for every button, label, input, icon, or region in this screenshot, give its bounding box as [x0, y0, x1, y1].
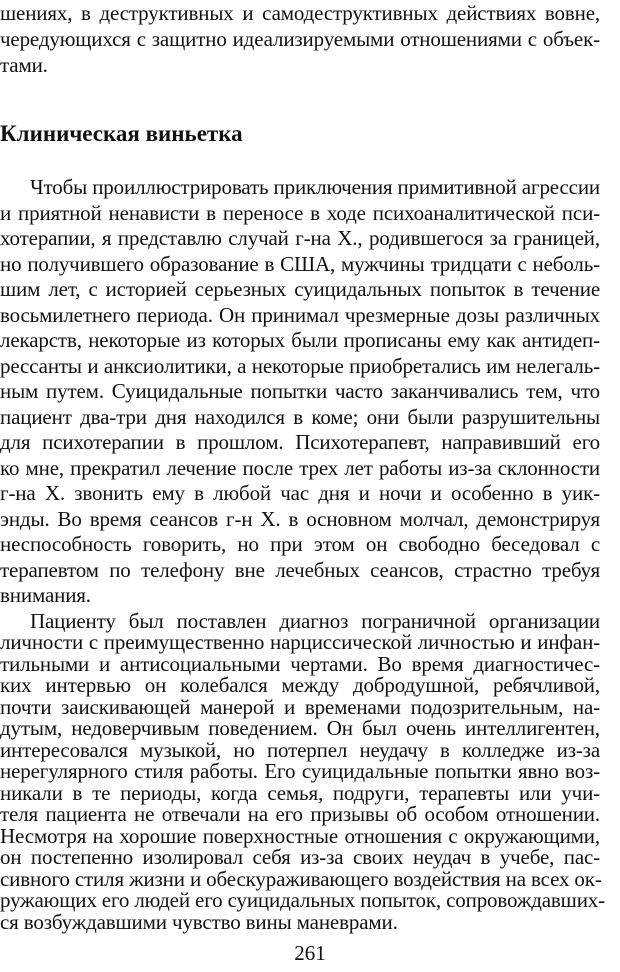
page-number: 261: [294, 941, 326, 965]
text-line: лекарств, некоторые из которых были прописаны ему как антидеп-: [0, 328, 600, 352]
text-line: интересовался музыкой, но потерпел неудачу в колледже из-за: [0, 737, 600, 762]
text-line: ным путем. Суицидальные попытки часто заканчивались тем, что: [0, 379, 600, 403]
text-line: тами.: [0, 53, 48, 77]
text-line: восьмилетнего периода. Он принимал чрезмерные дозы различных: [0, 302, 600, 327]
text-line: хотерапии, я представлю случай г-на Х., родившегося за границей,: [0, 226, 600, 250]
text-line: тильными и антисоциальными чертами. Во время диагностичес-: [0, 651, 600, 676]
text-line: сивного стиля жизни и обескураживающего воздействия на всех ок-: [0, 866, 602, 891]
text-line: почти заискивающей манерой и временами подозрительным, на-: [0, 694, 600, 719]
text-line: чередующихся с защитно идеализируемыми отношениями с объек-: [0, 27, 600, 51]
text-line: ко мне, прекратил лечение после трех лет работы из-за склонности: [0, 455, 600, 480]
text-line: и приятной ненависти в переносе в ходе психоаналитической пси-: [0, 200, 600, 225]
text-line: шениях, в деструктивных и самодеструктивных действиях вовне,: [0, 1, 600, 25]
text-line: пациент два-три дня находился в коме; они были разрушительны: [0, 404, 600, 429]
text-line: внимания.: [0, 583, 91, 607]
text-line: для психотерапии в прошлом. Психотерапевт, направивший его: [0, 430, 600, 454]
text-line: Чтобы проиллюстрировать приключения примитивной агрессии: [30, 175, 601, 199]
text-line: личности с преимущественно нарциссической личностью и инфан-: [0, 630, 600, 654]
text-line: г-на Х. звонить ему в любой час дня и ночи и особенно в уик-: [0, 481, 600, 505]
text-line: нерегулярного стиля работы. Его суицидальные попытки явно воз-: [0, 759, 600, 783]
text-line: Несмотря на хорошие поверхностные отношения с окружающими,: [0, 823, 600, 848]
text-line: неспособность говорить, но при этом он свободно беседовал с: [0, 532, 600, 556]
text-line: он постепенно изолировал себя из-за своих неудач в учебе, пас-: [0, 845, 600, 869]
section-heading: Клиническая виньетка: [0, 121, 243, 146]
text-line: энды. Во время сеансов г-н Х. в основном молчал, демонстрируя: [0, 506, 600, 531]
text-line: шим лет, с историей серьезных суицидальных попыток в течение: [0, 277, 600, 301]
text-line: ких интервью он колебался между добродушной, ребячливой,: [0, 673, 600, 697]
text-line: ся возбуждавшими чувство вины маневрами.: [0, 909, 398, 934]
text-line: ружающих его людей его суицидальных попыток, сопровождавших-: [0, 888, 605, 912]
text-line: терапевтом по телефону вне лечебных сеансов, страстно требуя: [0, 557, 600, 582]
text-line: рессанты и анксиолитики, а некоторые приобретались им нелегаль-: [0, 353, 600, 378]
text-line: дутым, недоверчивым поведением. Он был очень интеллигентен,: [0, 716, 600, 740]
text-line: никали в те периоды, когда семья, подруги, терапевты или учи-: [0, 780, 600, 805]
text-line: Пациенту был поставлен диагноз пограничной организации: [30, 608, 600, 633]
text-line: но получившего образование в США, мужчины тридцати с неболь-: [0, 251, 600, 276]
text-line: теля пациента не отвечали на его призывы об особом отношении.: [0, 802, 600, 826]
